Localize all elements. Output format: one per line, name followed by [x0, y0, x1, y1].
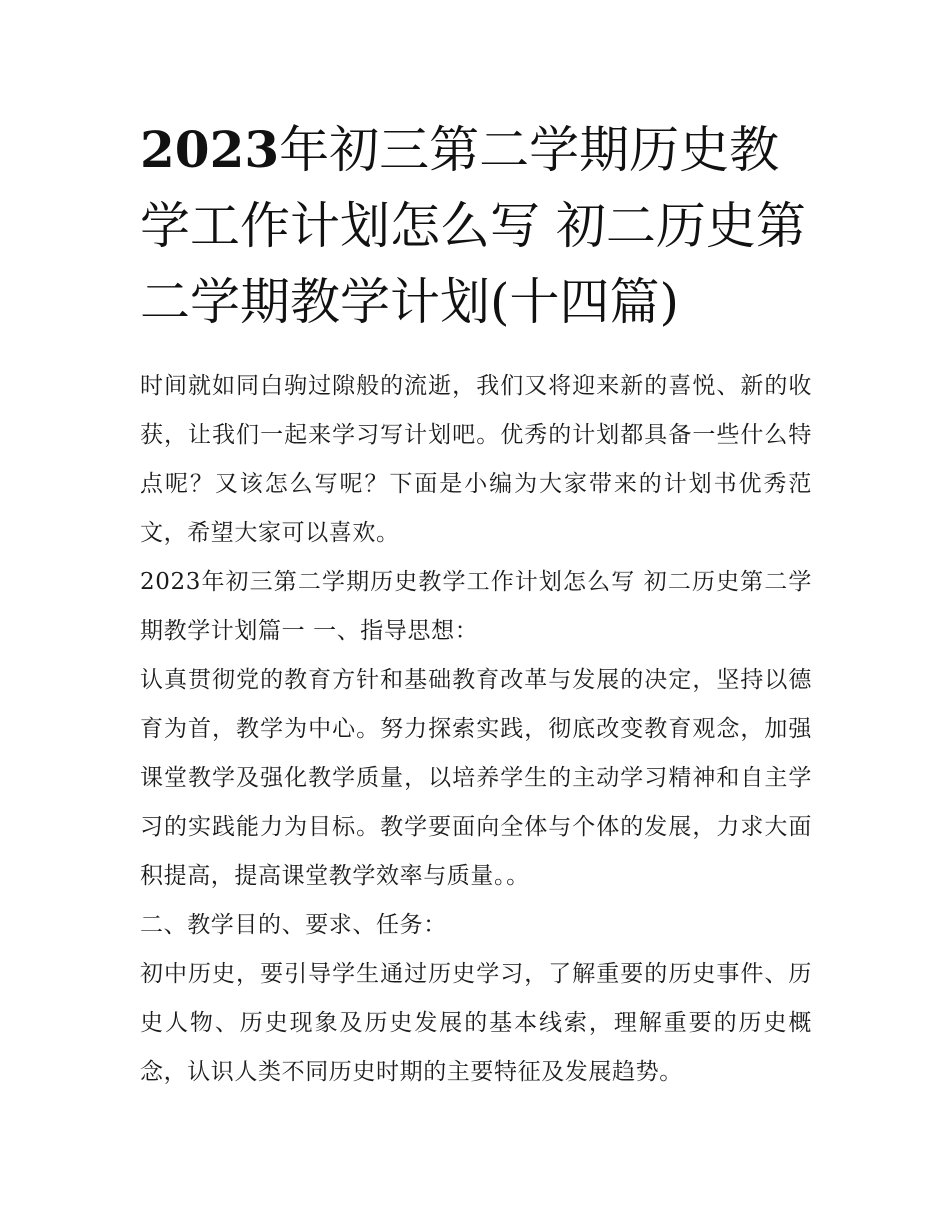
teaching-goals-paragraph: 初中历史，要引导学生通过历史学习，了解重要的历史事件、历史人物、历史现象及历史发展的基本线索，理解重要的历史概念，认识人类不同历史时期的主要特征及发展趋势。	[140, 961, 812, 1085]
guiding-thought-paragraph: 认真贯彻党的教育方针和基础教育改革与发展的决定，坚持以德育为首，教学为中心。努力探索实践，彻底改变教育观念，加强课堂教学及强化教学质量，以培养学生的主动学习精神和自主学习的实践能力为目标。教学要面向全体与个体的发展，力求大面积提高，提高课堂教学效率与质量。。	[140, 667, 812, 889]
section-heading-guiding-thought: 2023年初三第二学期历史教学工作计划怎么写 初二历史第二学期教学计划篇一 一、指导思想：	[140, 569, 812, 644]
title-year: 2023	[140, 120, 280, 179]
section-heading-teaching-goals: 二、教学目的、要求、任务：	[140, 912, 447, 938]
document-title	[140, 112, 812, 340]
document-body	[140, 362, 812, 1097]
intro-paragraph: 时间就如同白驹过隙般的流逝，我们又将迎来新的喜悦、新的收获，让我们一起来学习写计划吧。优秀的计划都具备一些什么特点呢？又该怎么写呢？下面是小编为大家带来的计划书优秀范文，希望大家可以喜欢。	[140, 373, 812, 546]
document-page	[140, 112, 812, 1097]
title-text: 年初三第二学期历史教学工作计划怎么写 初二历史第二学期教学计划(十四篇)	[140, 121, 806, 331]
